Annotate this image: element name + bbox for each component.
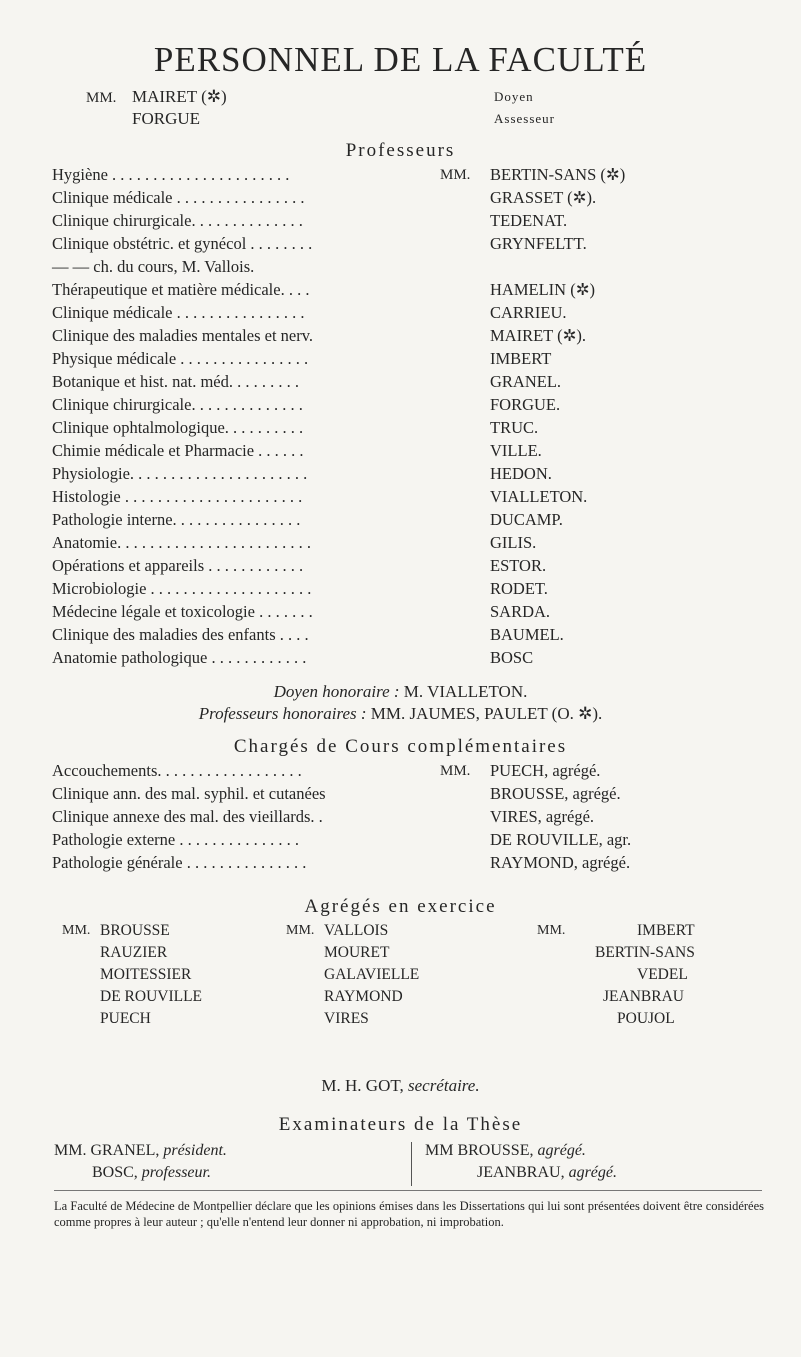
footer-rule bbox=[54, 1190, 762, 1191]
mm-prefix: MM. bbox=[62, 923, 91, 938]
subject-label: Accouchements. . . . . . . . . . . . . . . . . . bbox=[52, 761, 302, 780]
subject-label: Physiologie. . . . . . . . . . . . . . . . . . . . . . bbox=[52, 464, 308, 483]
agrege-name: VALLOIS bbox=[324, 922, 389, 939]
subject-label: Botanique et hist. nat. méd. . . . . . . . . bbox=[52, 372, 300, 391]
agrege-name: BROUSSE bbox=[100, 922, 170, 939]
agrege-name: GALAVIELLE bbox=[324, 966, 420, 983]
subject-label: Clinique ophtalmologique. . . . . . . . . . bbox=[52, 418, 304, 437]
person-name: RODET. bbox=[490, 579, 548, 598]
honorary-dean-label: Doyen honoraire : bbox=[273, 682, 400, 701]
subject-label: Anatomie pathologique . . . . . . . . . . . . bbox=[52, 648, 307, 667]
secretary bbox=[0, 1076, 801, 1096]
examinateur-role: agrégé. bbox=[568, 1164, 617, 1181]
subject-label: Pathologie générale . . . . . . . . . . . . . . . bbox=[52, 853, 307, 872]
examinateurs-right bbox=[425, 1140, 617, 1184]
list-row bbox=[52, 647, 762, 669]
subject-label: Hygiène . . . . . . . . . . . . . . . . . . . . . . bbox=[52, 165, 290, 184]
subject-label: Médecine légale et toxicologie . . . . . . . bbox=[52, 602, 313, 621]
examinateur-role: professeur. bbox=[141, 1164, 211, 1181]
agrege-name: MOURET bbox=[324, 944, 390, 961]
mm-prefix: MM. bbox=[86, 90, 117, 106]
examinateur-name: GRANEL, bbox=[90, 1142, 160, 1159]
examinateur-row bbox=[54, 1162, 227, 1184]
subject-label: Opérations et appareils . . . . . . . . . . . . bbox=[52, 556, 304, 575]
assessor-name: FORGUE bbox=[132, 109, 201, 128]
person-name: BERTIN-SANS (✲) bbox=[490, 165, 626, 184]
list-row bbox=[52, 256, 762, 278]
agrege-name: BERTIN-SANS bbox=[595, 944, 695, 961]
subject-label: Clinique ann. des mal. syphil. et cutanées bbox=[52, 784, 326, 803]
person-name: BAUMEL. bbox=[490, 625, 564, 644]
list-row bbox=[52, 348, 762, 370]
mm-prefix: MM. bbox=[54, 1142, 87, 1159]
list-row bbox=[52, 760, 762, 782]
agrege-name: DE ROUVILLE bbox=[100, 988, 203, 1005]
person-name: TEDENAT. bbox=[490, 211, 568, 230]
person-name: TRUC. bbox=[490, 418, 539, 437]
subject-label: Thérapeutique et matière médicale. . . . bbox=[52, 280, 310, 299]
footer-note: La Faculté de Médecine de Montpellier déclare que les opinions émises dans les Dissertations qui lui sont présentées doivent être considérées comme propres à leur auteur ; qu'elle n'entend leur donner ni approbation, ni improbation. bbox=[54, 1199, 764, 1229]
agrege-name: IMBERT bbox=[637, 922, 695, 939]
secretary-name: M. H. GOT, bbox=[321, 1076, 404, 1095]
person-name: VILLE. bbox=[490, 441, 542, 460]
person-name: CARRIEU. bbox=[490, 303, 567, 322]
agreges-column bbox=[62, 920, 203, 1030]
agrege-name: PUECH bbox=[100, 1010, 151, 1027]
agreges-column bbox=[286, 920, 420, 1030]
examinateur-role: agrégé. bbox=[537, 1142, 586, 1159]
person-name: GILIS. bbox=[490, 533, 537, 552]
column-divider bbox=[411, 1142, 412, 1186]
subject-label: — — ch. du cours, M. Vallois. bbox=[52, 257, 255, 276]
person-name: VIRES, agrégé. bbox=[490, 807, 595, 826]
examinateur-row bbox=[425, 1140, 617, 1162]
person-name: ESTOR. bbox=[490, 556, 547, 575]
subject-label: Clinique des maladies des enfants . . . . bbox=[52, 625, 309, 644]
assessor-row bbox=[86, 108, 686, 130]
examinateur-row bbox=[425, 1162, 617, 1184]
subject-label: Clinique annexe des mal. des vieillards. . bbox=[52, 807, 323, 826]
subject-label: Clinique des maladies mentales et nerv. bbox=[52, 326, 314, 345]
list-row bbox=[52, 164, 762, 186]
person-name: GRANEL. bbox=[490, 372, 562, 391]
charges-heading: Chargés de Cours complémentaires bbox=[233, 736, 568, 757]
list-row bbox=[52, 806, 762, 828]
examinateur-role: président. bbox=[163, 1142, 227, 1159]
list-row bbox=[52, 532, 762, 554]
list-row bbox=[52, 233, 762, 255]
list-row bbox=[52, 624, 762, 646]
list-row bbox=[52, 601, 762, 623]
agrege-name: JEANBRAU bbox=[603, 988, 684, 1005]
subject-label: Pathologie externe . . . . . . . . . . . . . . . bbox=[52, 830, 300, 849]
person-name: HAMELIN (✲) bbox=[490, 280, 596, 299]
mm-prefix: MM. bbox=[440, 167, 471, 183]
agrege-name: RAYMOND bbox=[324, 988, 403, 1005]
list-row bbox=[52, 325, 762, 347]
person-name: HEDON. bbox=[490, 464, 552, 483]
subject-label: Anatomie. . . . . . . . . . . . . . . . . . . . . . . . bbox=[52, 533, 311, 552]
list-row bbox=[52, 783, 762, 805]
person-name: BROUSSE, agrégé. bbox=[490, 784, 621, 803]
list-row bbox=[52, 463, 762, 485]
professeurs-heading: Professeurs bbox=[345, 140, 456, 161]
agreges-column bbox=[537, 920, 695, 1030]
agrege-name: POUJOL bbox=[617, 1010, 675, 1027]
honorary-profs-label: Professeurs honoraires : bbox=[198, 704, 367, 723]
list-row bbox=[52, 555, 762, 577]
subject-label: Microbiologie . . . . . . . . . . . . . . . . . . . . bbox=[52, 579, 312, 598]
person-name: GRASSET (✲). bbox=[490, 188, 597, 207]
dean-role: Doyen bbox=[494, 89, 534, 104]
mm-prefix: MM. bbox=[286, 923, 315, 938]
subject-label: Pathologie interne. . . . . . . . . . . . . . . . bbox=[52, 510, 301, 529]
agrege-name: MOITESSIER bbox=[100, 966, 192, 983]
dean-name: MAIRET (✲) bbox=[132, 87, 227, 106]
person-name: RAYMOND, agrégé. bbox=[490, 853, 631, 872]
honorary-profs-names: MM. JAUMES, PAULET (O. ✲). bbox=[370, 704, 603, 723]
list-row bbox=[52, 509, 762, 531]
subject-label: Clinique médicale . . . . . . . . . . . . . . . . bbox=[52, 188, 305, 207]
person-name: GRYNFELTT. bbox=[490, 234, 587, 253]
person-name: PUECH, agrégé. bbox=[490, 761, 601, 780]
person-name: DE ROUVILLE, agr. bbox=[490, 830, 632, 849]
list-row bbox=[52, 371, 762, 393]
subject-label: Clinique médicale . . . . . . . . . . . . . . . . bbox=[52, 303, 305, 322]
list-row bbox=[52, 852, 762, 874]
agreges-heading: Agrégés en exercice bbox=[304, 896, 497, 917]
list-row bbox=[52, 210, 762, 232]
list-row bbox=[52, 417, 762, 439]
subject-label: Physique médicale . . . . . . . . . . . . . . . . bbox=[52, 349, 309, 368]
list-row bbox=[52, 829, 762, 851]
examinateur-name: JEANBRAU, bbox=[477, 1164, 565, 1181]
person-name: FORGUE. bbox=[490, 395, 561, 414]
subject-label: Chimie médicale et Pharmacie . . . . . . bbox=[52, 441, 304, 460]
page-title: PERSONNEL DE LA FACULTÉ bbox=[153, 40, 648, 79]
subject-label: Clinique chirurgicale. . . . . . . . . . . . . . bbox=[52, 211, 303, 230]
subject-label: Clinique chirurgicale. . . . . . . . . . . . . . bbox=[52, 395, 303, 414]
dean-row bbox=[86, 86, 686, 109]
examinateurs-heading: Examinateurs de la Thèse bbox=[278, 1114, 523, 1135]
list-row bbox=[52, 187, 762, 209]
list-row bbox=[52, 486, 762, 508]
person-name: IMBERT bbox=[490, 349, 552, 368]
agrege-name: RAUZIER bbox=[100, 944, 168, 961]
examinateur-name: BROUSSE, bbox=[457, 1142, 534, 1159]
assessor-role: Assesseur bbox=[494, 111, 555, 126]
person-name: VIALLETON. bbox=[490, 487, 588, 506]
person-name: BOSC bbox=[490, 648, 534, 667]
list-row bbox=[52, 394, 762, 416]
secretary-role: secrétaire. bbox=[407, 1076, 480, 1095]
person-name: SARDA. bbox=[490, 602, 551, 621]
list-row bbox=[52, 440, 762, 462]
person-name: DUCAMP. bbox=[490, 510, 563, 529]
list-row bbox=[52, 578, 762, 600]
mm-prefix: MM. bbox=[440, 763, 471, 779]
examinateur-row bbox=[54, 1140, 227, 1162]
subject-label: Clinique obstétric. et gynécol . . . . . . . . bbox=[52, 234, 313, 253]
person-name: MAIRET (✲). bbox=[490, 326, 587, 345]
mm-prefix: MM bbox=[425, 1142, 454, 1159]
list-row bbox=[52, 279, 762, 301]
honorary-dean bbox=[0, 682, 801, 702]
examinateur-name: BOSC, bbox=[92, 1164, 138, 1181]
examinateurs-left bbox=[54, 1140, 227, 1184]
subject-label: Histologie . . . . . . . . . . . . . . . . . . . . . . bbox=[52, 487, 303, 506]
mm-prefix: MM. bbox=[537, 923, 566, 938]
honorary-profs bbox=[0, 704, 801, 724]
agrege-name: VIRES bbox=[324, 1010, 369, 1027]
honorary-dean-name: M. VIALLETON. bbox=[403, 682, 528, 701]
agrege-name: VEDEL bbox=[637, 966, 688, 983]
list-row bbox=[52, 302, 762, 324]
